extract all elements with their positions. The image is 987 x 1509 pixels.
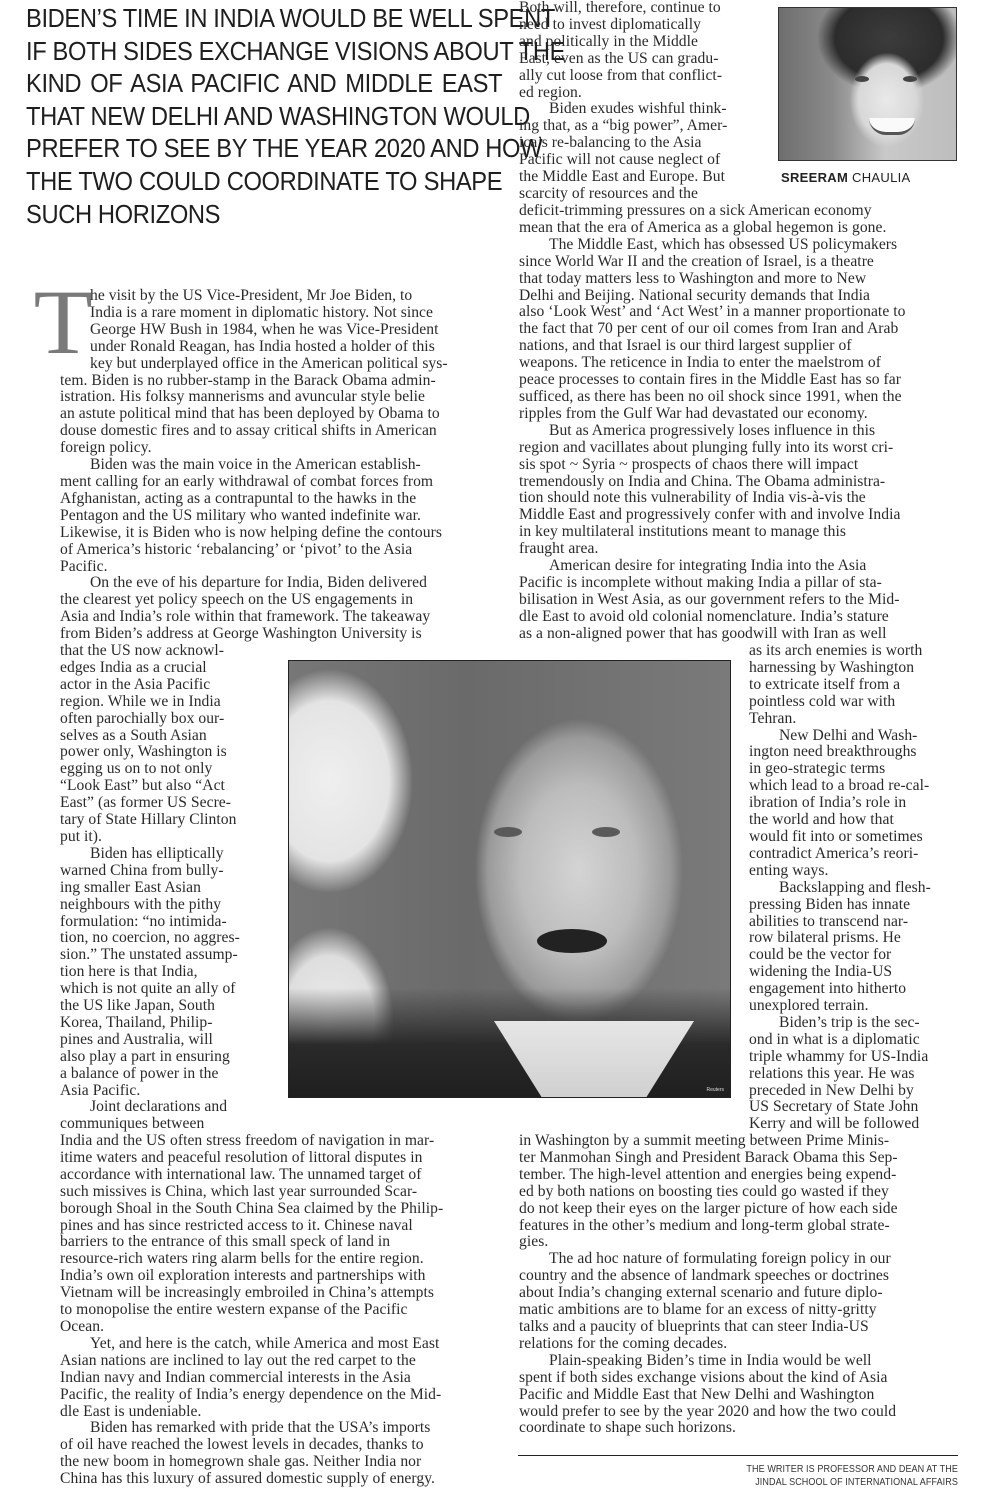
text-line: Biden has remarked with pride that the USA’s imports	[90, 1419, 431, 1437]
text-line: US Secretary of State John	[749, 1098, 919, 1116]
byline-first-name: SREERAM	[781, 170, 849, 185]
text-line: widening the India-US	[749, 963, 893, 981]
headline-line: IF BOTH SIDES EXCHANGE VISIONS ABOUT THE	[26, 37, 566, 66]
text-line: deficit-trimming pressures on a sick American economy	[519, 202, 872, 219]
text-line: fraught area.	[519, 540, 599, 558]
footer-divider	[518, 1455, 958, 1456]
text-line: also ‘Look West’ and ‘Act West’ in a manner proportionate to	[519, 303, 906, 321]
text-line: as a non-aligned power that has goodwill with Iran as well	[519, 624, 887, 642]
text-line: features in the other’s medium and long-term global strate-	[519, 1216, 890, 1234]
article-paragraph	[60, 1420, 500, 1488]
text-line: Pacific will not cause neglect of	[519, 151, 721, 169]
text-line: Korea, Thailand, Philip-	[60, 1013, 213, 1031]
text-line: New Delhi and Wash-	[779, 726, 918, 744]
text-line: Biden was the main voice in the American establish-	[90, 456, 421, 474]
text-line: which is not quite an ally of	[60, 980, 236, 998]
text-line: Vietnam will be increasingly embroiled in China’s attempts	[60, 1284, 434, 1302]
text-line: that the US now acknowl-	[60, 642, 225, 659]
text-line: contradict America’s reori-	[749, 844, 919, 862]
article-paragraph	[60, 457, 500, 575]
text-line: Asia and India’s role within that framework. The takeaway	[60, 608, 431, 626]
photo-eye	[592, 827, 620, 837]
text-line: country and the absence of landmark speeches or doctrines	[519, 1267, 890, 1285]
text-line: in key multilateral institutions meant to manage this	[519, 523, 847, 541]
byline	[781, 170, 910, 185]
text-line: relations for the coming decades.	[519, 1334, 728, 1352]
text-line: he visit by the US Vice-President, Mr Joe Biden, to	[90, 287, 413, 304]
article-paragraph	[519, 423, 959, 558]
text-line: preceded in New Delhi by	[749, 1081, 914, 1099]
byline-last-name: CHAULIA	[852, 170, 911, 185]
text-line: pines and has since restricted access to it. Chinese naval	[60, 1216, 413, 1234]
author-eye	[903, 76, 917, 82]
text-line: relations this year. He was	[749, 1064, 915, 1082]
text-line: Likewise, it is Biden who is now helping define the contours	[60, 523, 442, 541]
text-line: barriers to the entrance of this small speck of land in	[60, 1233, 391, 1251]
text-line: to monopolise the entire western expanse of the Pacific	[60, 1301, 408, 1319]
text-line: Backslapping and flesh-	[779, 878, 931, 896]
text-line: Biden’s trip is the sec-	[779, 1013, 920, 1031]
text-line: Indian navy and Indian commercial interests in the Asia	[60, 1368, 411, 1386]
text-line: itime waters and peaceful resolution of littoral disputes in	[60, 1148, 423, 1166]
text-line: abilities to transcend nar-	[749, 912, 909, 930]
text-line: from Biden’s address at George Washington University is	[60, 625, 422, 643]
text-line: coordinate to shape such horizons.	[519, 1419, 736, 1437]
text-line: talks and a paucity of blueprints that can steer India-US	[519, 1317, 869, 1335]
text-line: warned China from bully-	[60, 861, 224, 879]
text-line: formulation: “no intimida-	[60, 912, 227, 930]
text-line: gies.	[519, 1233, 549, 1251]
text-line: ond in what is a diplomatic	[749, 1030, 920, 1048]
main-photo	[288, 660, 731, 1098]
text-line: Pacific, the reality of India’s energy dependence on the Mid-	[60, 1385, 442, 1403]
text-line: communiques between	[60, 1115, 205, 1133]
text-line: could be the vector for	[749, 946, 892, 964]
text-line: do not keep their eyes on the larger picture of how each side	[519, 1199, 898, 1217]
text-line: Pacific is incomplete without making India a pillar of sta-	[519, 573, 882, 591]
text-line: East” (as former US Secre-	[60, 794, 232, 812]
text-line: tary of State Hillary Clinton	[60, 811, 237, 829]
text-line: row bilateral prisms. He	[749, 929, 901, 947]
text-line: the Middle East and Europe. But	[519, 168, 725, 186]
text-line: sufficed, as there has been no oil shock since 1991, when the	[519, 387, 902, 405]
author-credit	[685, 1463, 958, 1489]
text-line: sion.” The unstated assump-	[60, 946, 238, 964]
text-line: mean that the era of America as a global hegemon is gone.	[519, 218, 887, 236]
text-line: harnessing by Washington	[749, 658, 915, 676]
text-line: tem. Biden is no rubber-stamp in the Barack Obama admin-	[60, 371, 436, 389]
text-line: Both will, therefore, continue to	[519, 0, 721, 16]
text-line: that today matters less to Washington and more to New	[519, 269, 867, 287]
text-line: resource-rich waters ring alarm bells for the entire region.	[60, 1250, 424, 1268]
text-line: spent if both sides exchange visions about the kind of Asia	[519, 1368, 888, 1386]
text-line: foreign policy.	[60, 439, 152, 457]
text-line: dle East is undeniable.	[60, 1402, 202, 1420]
text-line: bilisation in West Asia, as our government refers to the Mid-	[519, 590, 900, 608]
article-paragraph	[519, 558, 959, 643]
text-line: ica’s re-balancing to the Asia	[519, 134, 702, 152]
text-line: to extricate itself from a	[749, 675, 901, 693]
author-eye	[855, 76, 869, 82]
article-paragraph	[60, 356, 500, 457]
author-smile	[869, 118, 915, 135]
text-line: Tehran.	[749, 709, 797, 727]
article-paragraph	[519, 101, 769, 202]
drop-cap: T	[33, 271, 93, 373]
article-paragraph	[749, 880, 959, 1015]
photo-collar	[494, 1021, 694, 1098]
text-line: tion should note this vulnerability of India vis-à-vis the	[519, 489, 866, 507]
headline-line: THAT NEW DELHI AND WASHINGTON WOULD	[26, 102, 530, 131]
article-paragraph	[60, 643, 282, 846]
text-line: tember. The high-level attention and energies being expend-	[519, 1165, 897, 1183]
text-line: neighbours with the pithy	[60, 895, 222, 913]
article-paragraph	[60, 1336, 500, 1421]
text-line: Ocean.	[60, 1317, 105, 1335]
text-line: ally cut loose from that conflict-	[519, 66, 723, 84]
text-line: since World War II and the creation of Israel, is a theatre	[519, 252, 874, 270]
text-line: the US like Japan, South	[60, 997, 215, 1015]
text-line: sis spot ~ Syria ~ prospects of chaos there will impact	[519, 455, 859, 473]
headline-line: SUCH HORIZONS	[26, 200, 221, 229]
column-1-top	[60, 288, 500, 643]
text-line: triple whammy for US-India	[749, 1047, 929, 1065]
text-line: ibration of India’s role in	[749, 794, 907, 812]
text-line: as its arch enemies is worth	[749, 642, 923, 659]
column-1-bottom	[60, 1133, 500, 1488]
article-paragraph	[749, 728, 959, 880]
text-line: ing smaller East Asian	[60, 878, 201, 896]
text-line: an astute political mind that has been deployed by Obama to	[60, 405, 440, 423]
text-line: Plain-speaking Biden’s time in India would be well	[549, 1351, 872, 1369]
text-line: such missives is China, which last year surrounded Scar-	[60, 1182, 418, 1200]
text-line: But as America progressively loses influence in this	[549, 421, 876, 439]
text-line: Delhi and Beijing. National security demands that India	[519, 286, 870, 304]
column-2-wide	[519, 203, 959, 643]
text-line: of oil have reached the lowest levels in decades, thanks to	[60, 1436, 424, 1454]
article-paragraph	[519, 203, 959, 237]
text-line: scarcity of resources and the	[519, 184, 698, 202]
article-paragraph	[60, 846, 282, 1100]
text-line: Pacific and Middle East that New Delhi and Washington	[519, 1385, 875, 1403]
text-line: region. While we in India	[60, 692, 221, 710]
text-line: ed by both nations on boosting ties could go wasted if they	[519, 1182, 889, 1200]
article-paragraph	[60, 288, 500, 356]
text-line: ter Manmohan Singh and President Barack Obama this Sep-	[519, 1148, 898, 1166]
text-line: Pacific.	[60, 557, 108, 575]
text-line: pointless cold war with	[749, 692, 896, 710]
text-line: actor in the Asia Pacific	[60, 675, 211, 693]
text-line: often parochially box our-	[60, 709, 225, 727]
text-line: the fact that 70 per cent of our oil comes from Iran and Arab	[519, 320, 899, 338]
text-line: unexplored terrain.	[749, 997, 869, 1015]
text-line: India is a rare moment in diplomatic history. Not since	[90, 303, 433, 321]
text-line: Biden exudes wishful think-	[549, 100, 727, 118]
headline-line: PREFER TO SEE BY THE YEAR 2020 AND HOW	[26, 135, 543, 164]
text-line: selves as a South Asian	[60, 726, 207, 744]
text-line: Afghanistan, acting as a contrapuntal to the hawks in the	[60, 489, 417, 507]
text-line: Yet, and here is the catch, while America and most East	[90, 1334, 440, 1352]
article-paragraph	[519, 1251, 959, 1352]
text-line: tion here is that India,	[60, 963, 198, 981]
article-paragraph	[519, 1133, 959, 1251]
author-credit-line: JINDAL SCHOOL OF INTERNATIONAL AFFAIRS	[755, 1476, 958, 1488]
text-line: Asian nations are inclined to lay out the red carpet to the	[60, 1351, 416, 1369]
text-line: East, even as the US can gradu-	[519, 49, 719, 67]
text-line: enting ways.	[749, 861, 829, 879]
text-line: weapons. The reticence in India to enter the maelstrom of	[519, 354, 881, 372]
text-line: Middle East and progressively confer with and involve India	[519, 506, 901, 524]
text-line: the world and how that	[749, 811, 894, 829]
text-line: dle East to avoid old colonial nomenclature. India’s stature	[519, 607, 889, 625]
text-line: On the eve of his departure for India, Biden delivered	[90, 574, 427, 592]
article-paragraph	[749, 643, 959, 728]
text-line: region and vacillates about plunging fully into its worst cri-	[519, 438, 894, 456]
text-line: tion, no coercion, no aggres-	[60, 929, 240, 947]
article-paragraph	[519, 1353, 959, 1438]
text-line: The Middle East, which has obsessed US policymakers	[549, 235, 898, 253]
text-line: ing that, as a “big power”, Amer-	[519, 117, 728, 135]
author-credit-line: THE WRITER IS PROFESSOR AND DEAN AT THE	[746, 1463, 958, 1475]
text-line: ripples from the Gulf War had devastated our economy.	[519, 404, 868, 422]
headline-line: THE TWO COULD COORDINATE TO SHAPE	[26, 167, 503, 196]
text-line: key but underplayed office in the American political sys-	[90, 354, 448, 372]
column-2-narrow-top	[519, 0, 769, 203]
article-paragraph	[60, 1133, 500, 1336]
text-line: of America’s historic ‘rebalancing’ or ‘pivot’ to the Asia	[60, 540, 413, 558]
photo-credit: Reuters	[706, 1087, 724, 1093]
author-photo	[778, 7, 957, 161]
article-paragraph	[519, 0, 769, 101]
text-line: which lead to a broad re-cal-	[749, 777, 930, 795]
text-line: India’s own oil exploration interests and partnerships with	[60, 1267, 426, 1285]
text-line: ington need breakthroughs	[749, 743, 917, 761]
text-line: istration. His folksy mannerisms and avuncular style belie	[60, 388, 425, 406]
text-line: would prefer to see by the year 2020 and how the two could	[519, 1402, 897, 1420]
text-line: douse domestic fires and to assay critical shifts in American	[60, 422, 437, 440]
text-line: edges India as a crucial	[60, 658, 207, 676]
article-paragraph	[60, 575, 500, 643]
text-line: Biden has elliptically	[90, 844, 224, 862]
text-line: power only, Washington is	[60, 743, 227, 761]
text-line: ed region.	[519, 83, 582, 101]
text-line: Kerry and will be followed	[749, 1115, 920, 1133]
headline-line: KIND OF ASIA PACIFIC AND MIDDLE EAST	[26, 70, 503, 99]
text-line: the clearest yet policy speech on the US engagements in	[60, 591, 414, 609]
text-line: Pentagon and the US military who wanted indefinite war.	[60, 506, 421, 524]
text-line: pines and Australia, will	[60, 1030, 213, 1048]
column-2-narrow	[749, 643, 959, 1133]
text-line: in geo-strategic terms	[749, 760, 886, 778]
text-line: also play a part in ensuring	[60, 1047, 230, 1065]
photo-eye	[494, 827, 522, 837]
text-line: American desire for integrating India into the Asia	[549, 557, 867, 575]
text-line: egging us on to not only	[60, 760, 213, 778]
text-line: ment calling for an early withdrawal of combat forces from	[60, 472, 434, 490]
text-line: about India’s changing external scenario and future diplo-	[519, 1284, 883, 1302]
text-line: borough Shoal in the South China Sea claimed by the Philip-	[60, 1199, 444, 1217]
text-line: need to invest diplomatically	[519, 15, 702, 33]
text-line: a balance of power in the	[60, 1064, 219, 1082]
text-line: “Look East” but also “Act	[60, 777, 225, 795]
text-line: the new boom in homegrown shale gas. Neither India nor	[60, 1453, 422, 1471]
text-line: under Ronald Reagan, has India hosted a holder of this	[90, 337, 435, 355]
text-line: tremendously on India and China. The Obama administra-	[519, 472, 886, 490]
text-line: pressing Biden has innate	[749, 895, 911, 913]
column-2-bottom	[519, 1133, 959, 1437]
text-line: engagement into hitherto	[749, 980, 907, 998]
text-line: matic ambitions are to blame for an excess of nitty-gritty	[519, 1301, 877, 1319]
article-paragraph	[749, 1015, 959, 1133]
text-line: in Washington by a summit meeting between Prime Minis-	[519, 1132, 890, 1149]
article-paragraph	[60, 1099, 282, 1133]
column-1-narrow	[60, 643, 282, 1133]
article-paragraph	[519, 237, 959, 423]
text-line: Joint declarations and	[90, 1098, 228, 1116]
text-line: would fit into or sometimes	[749, 827, 923, 845]
text-line: peace processes to contain fires in the Middle East has so far	[519, 371, 901, 389]
photo-mouth	[537, 929, 607, 953]
text-line: The ad hoc nature of formulating foreign policy in our	[549, 1250, 891, 1268]
text-line: and politically in the Middle	[519, 32, 699, 50]
text-line: nations, and that Israel is our third largest supplier of	[519, 337, 852, 355]
text-line: accordance with international law. The unnamed target of	[60, 1165, 422, 1183]
headline-line: BIDEN’S TIME IN INDIA WOULD BE WELL SPENT	[26, 5, 555, 33]
text-line: put it).	[60, 827, 102, 845]
text-line: George HW Bush in 1984, when he was Vice-President	[90, 320, 439, 338]
text-line: Asia Pacific.	[60, 1081, 141, 1099]
text-line: India and the US often stress freedom of navigation in mar-	[60, 1132, 435, 1149]
text-line: China has this luxury of assured domestic supply of energy.	[60, 1470, 435, 1488]
